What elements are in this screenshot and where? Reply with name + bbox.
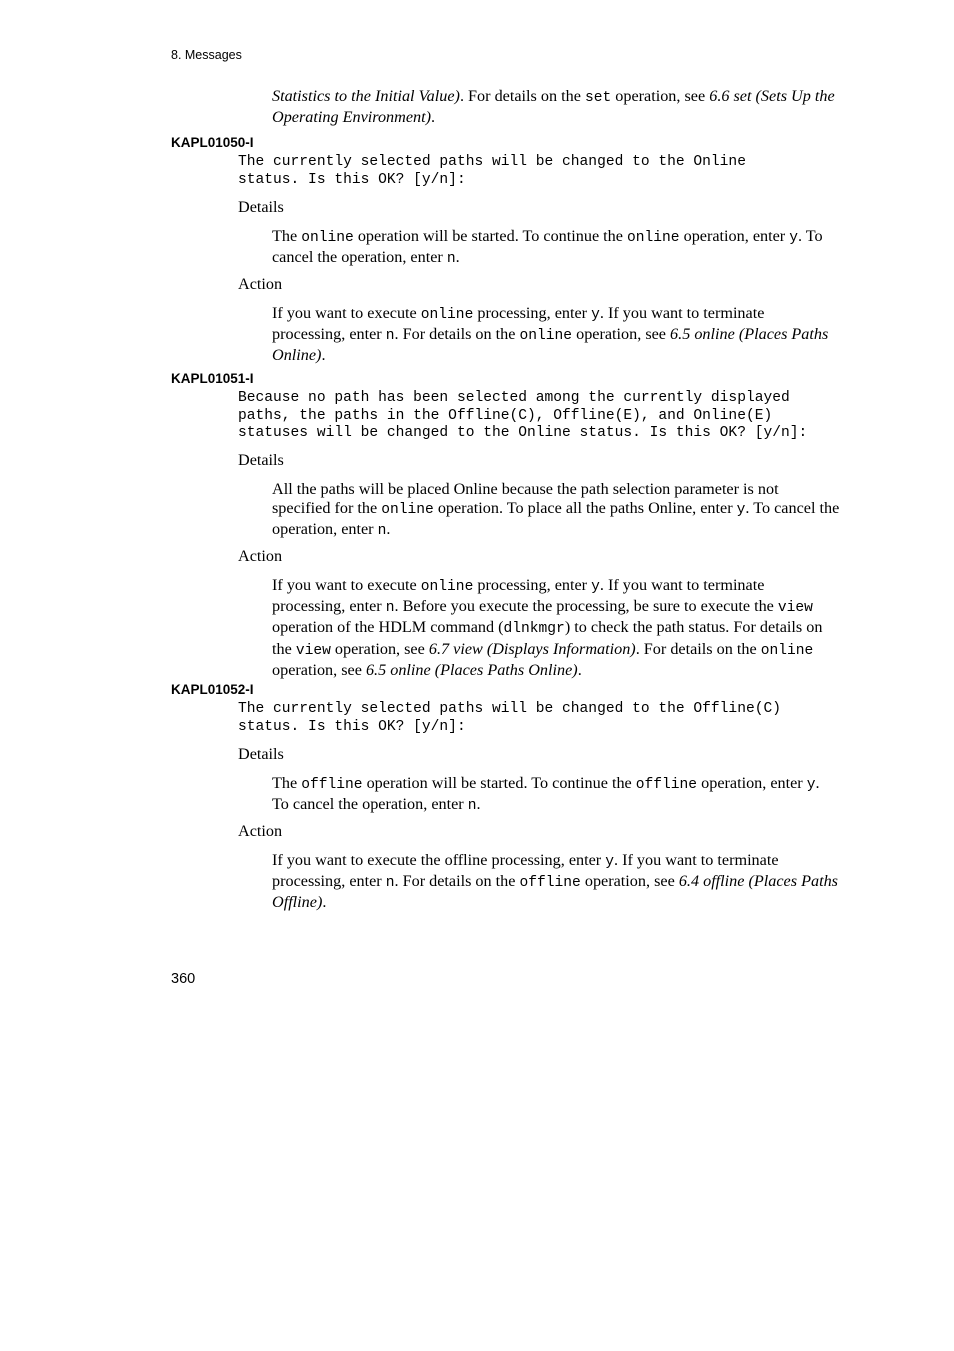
text: operation, see xyxy=(272,660,366,679)
details-label: Details xyxy=(238,451,284,469)
code-y: y xyxy=(605,854,614,870)
reference-link: 6.5 online (Places Paths Online) xyxy=(272,325,829,365)
text: operation will be started. To continue the xyxy=(353,227,627,245)
text: operation, see xyxy=(572,325,671,344)
text: . If you want to terminate processing, enter xyxy=(272,851,779,891)
details-kapl01051 xyxy=(272,480,840,542)
code-online: online xyxy=(519,328,573,345)
text: . For details on the xyxy=(394,872,520,891)
intro-code-set: set xyxy=(584,90,612,106)
text: operation. To place all the paths Online, enter xyxy=(433,499,737,518)
text: . xyxy=(386,520,391,539)
code-offline: offline xyxy=(635,777,698,793)
message-id-kapl01051: KAPL01051-I xyxy=(171,371,254,386)
text: . xyxy=(577,660,582,679)
code-n: n xyxy=(385,600,395,617)
text: . xyxy=(321,346,326,365)
details-label: Details xyxy=(238,198,284,216)
action-label: Action xyxy=(238,547,283,565)
text: . If you want to terminate processing, enter xyxy=(272,576,765,616)
code-y: y xyxy=(736,502,746,519)
message-line: statuses will be changed to the Online status. Is this OK? [y/n]: xyxy=(238,425,808,442)
code-online: online xyxy=(381,502,434,519)
code-y: y xyxy=(806,777,816,793)
text: The xyxy=(272,774,302,792)
text: If you want to execute xyxy=(272,576,421,594)
code-n: n xyxy=(385,328,395,345)
code-offline: offline xyxy=(519,875,581,892)
text: All the paths will be placed Online because the path selection parameter is not specified for the xyxy=(272,480,779,518)
reference-link: 6.7 view (Displays Information) xyxy=(428,639,636,658)
text: . For details on the xyxy=(635,639,761,658)
message-line: status. Is this OK? [y/n]: xyxy=(238,718,466,735)
message-line: The currently selected paths will be changed to the Offline(C) xyxy=(238,701,781,717)
text: operation will be started. To continue the xyxy=(362,774,636,792)
message-id-kapl01052: KAPL01052-I xyxy=(171,682,254,697)
message-line: paths, the paths in the Offline(C), Offline(E), and Online(E) xyxy=(238,407,773,424)
intro-paragraph xyxy=(272,87,840,127)
code-y: y xyxy=(591,307,600,323)
text: . xyxy=(476,795,481,814)
reference-link: 6.5 online (Places Paths Online) xyxy=(365,660,578,679)
text: operation of the HDLM command ( xyxy=(272,618,504,637)
intro-text-1: . For details on the xyxy=(459,87,585,105)
code-n: n xyxy=(385,875,395,892)
message-line: status. Is this OK? [y/n]: xyxy=(238,171,466,188)
message-text-kapl01050 xyxy=(238,154,848,189)
code-n: n xyxy=(377,523,387,540)
text: operation, see xyxy=(580,872,679,891)
action-kapl01052 xyxy=(272,851,840,913)
code-online: online xyxy=(420,307,474,323)
code-n: n xyxy=(467,798,477,815)
code-y: y xyxy=(591,579,600,595)
intro-italic-1: Statistics to the Initial Value) xyxy=(272,87,460,105)
intro-reference: 6.6 set (Sets Up the Operating Environment) xyxy=(272,87,835,127)
text: . For details on the xyxy=(394,325,520,344)
action-label: Action xyxy=(238,822,283,840)
text: operation, enter xyxy=(697,774,807,792)
text: ) to check the path status. For details on the xyxy=(272,618,823,658)
code-y: y xyxy=(789,230,798,246)
action-kapl01051 xyxy=(272,576,840,680)
code-online: online xyxy=(760,642,814,659)
page-number: 360 xyxy=(171,971,196,987)
text: . To cancel the operation, enter xyxy=(272,499,840,539)
intro-text-2: operation, see xyxy=(611,87,710,105)
running-header: 8. Messages xyxy=(171,48,242,62)
text: If you want to execute the offline processing, enter xyxy=(272,851,606,869)
message-id-kapl01050: KAPL01050-I xyxy=(171,135,254,150)
text: processing, enter xyxy=(473,304,592,322)
code-view: view xyxy=(295,642,331,659)
code-online: online xyxy=(627,230,680,246)
text: operation, see xyxy=(330,639,429,658)
code-online: online xyxy=(420,579,474,595)
code-dlnkmgr: dlnkmgr xyxy=(503,621,565,638)
action-kapl01050 xyxy=(272,304,840,366)
reference-link: 6.4 offline (Places Paths Offline) xyxy=(272,872,838,912)
code-n: n xyxy=(446,251,456,268)
text: . xyxy=(455,248,460,267)
code-view: view xyxy=(777,600,813,617)
code-online: online xyxy=(301,230,354,246)
message-line: Because no path has been selected among the currently displayed xyxy=(238,390,790,406)
text: operation, enter xyxy=(679,227,790,245)
action-label: Action xyxy=(238,275,283,293)
message-text-kapl01052 xyxy=(238,701,848,736)
text: . xyxy=(322,893,327,912)
message-line: The currently selected paths will be changed to the Online xyxy=(238,154,746,170)
details-kapl01050 xyxy=(272,227,840,269)
text: If you want to execute xyxy=(272,304,421,322)
details-kapl01052 xyxy=(272,774,840,816)
code-offline: offline xyxy=(301,777,363,793)
text: . To cancel the operation, enter xyxy=(272,227,823,267)
text: processing, enter xyxy=(473,576,592,594)
message-text-kapl01051 xyxy=(238,390,848,443)
text: The xyxy=(272,227,302,245)
text: . To cancel the operation, enter xyxy=(272,774,820,814)
details-label: Details xyxy=(238,745,284,763)
intro-text-3: . xyxy=(431,108,436,127)
text: . Before you execute the processing, be sure to execute the xyxy=(394,597,778,616)
text: . If you want to terminate processing, enter xyxy=(272,304,765,344)
